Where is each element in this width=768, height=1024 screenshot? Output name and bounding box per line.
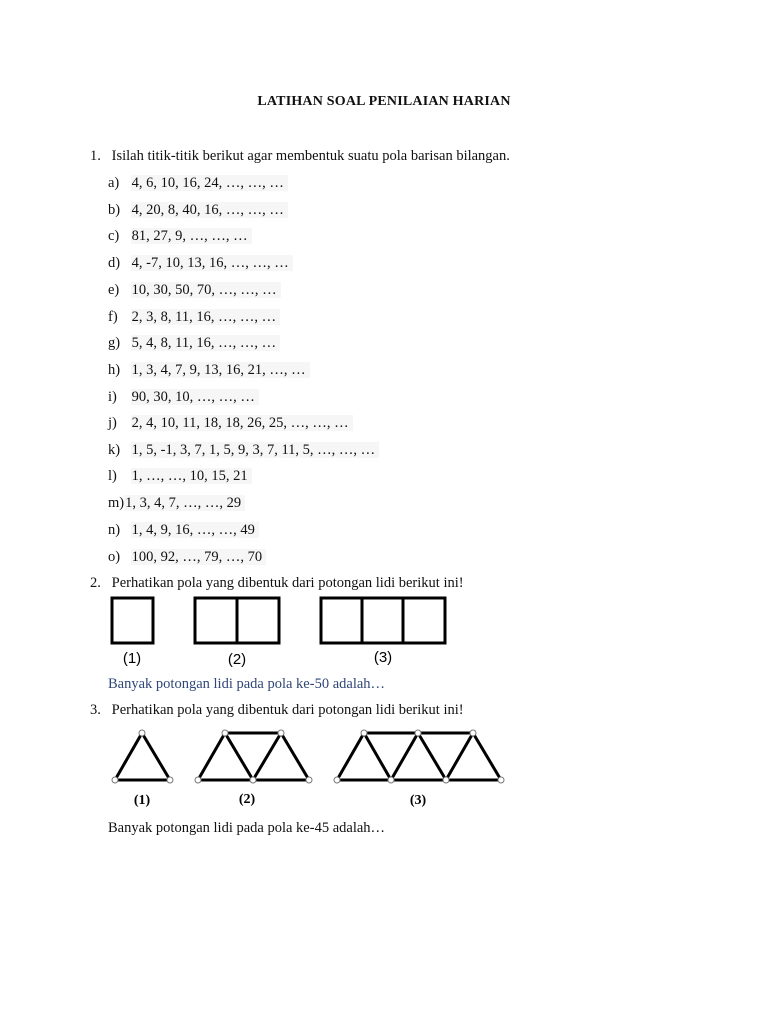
item-sequence: 90, 30, 10, …, …, … [131, 389, 259, 405]
item-sequence: 1, …, …, 10, 15, 21 [131, 468, 252, 484]
square-pattern-3 [321, 598, 445, 643]
item-sequence: 2, 4, 10, 11, 18, 18, 26, 25, …, …, … [131, 415, 353, 431]
item-label: l) [108, 468, 117, 484]
item-label: b) [108, 202, 121, 218]
list-item [108, 202, 288, 219]
square-pattern-1 [112, 598, 153, 643]
page-title: LATIHAN SOAL PENILAIAN HARIAN [257, 94, 511, 109]
question-1-number: 1. [90, 148, 101, 164]
item-label: i) [108, 389, 117, 405]
item-label: d) [108, 255, 121, 271]
item-sequence: 4, -7, 10, 13, 16, …, …, … [131, 255, 293, 271]
item-sequence: 1, 3, 4, 7, …, …, 29 [124, 495, 245, 511]
figure-caption: (1) [133, 793, 151, 808]
list-item [108, 549, 266, 566]
question-2-note: Banyak potongan lidi pada pola ke-50 adalah… [108, 676, 386, 692]
item-label: j) [108, 415, 117, 431]
question-3 [90, 702, 464, 719]
matchstick-triangles-figure [100, 722, 520, 814]
item-label: g) [108, 335, 121, 351]
question-2 [90, 575, 464, 592]
question-3-note: Banyak potongan lidi pada pola ke-45 adalah… [108, 820, 386, 836]
figure-caption: (3) [409, 793, 427, 808]
list-item [108, 415, 353, 432]
figure-caption: (2) [227, 651, 247, 668]
figure-caption: (3) [373, 649, 393, 666]
item-label: c) [108, 228, 120, 244]
item-label: h) [108, 362, 121, 378]
list-item [108, 175, 288, 192]
list-item [108, 282, 281, 299]
item-sequence: 2, 3, 8, 11, 16, …, …, … [131, 309, 280, 325]
list-item [108, 335, 280, 352]
triangle-pattern-3 [337, 733, 501, 780]
list-item [108, 362, 310, 379]
item-sequence: 10, 30, 50, 70, …, …, … [131, 282, 281, 298]
item-label: k) [108, 442, 121, 458]
list-item [108, 495, 245, 512]
question-2-text: Perhatikan pola yang dibentuk dari potongan lidi berikut ini! [111, 575, 464, 591]
figure-caption: (1) [122, 650, 142, 667]
item-label: o) [108, 549, 121, 565]
question-3-number: 3. [90, 702, 101, 718]
item-sequence: 1, 4, 9, 16, …, …, 49 [131, 522, 259, 538]
list-item [108, 228, 252, 245]
item-sequence: 4, 6, 10, 16, 24, …, …, … [131, 175, 288, 191]
item-sequence: 100, 92, …, 79, …, 70 [131, 549, 267, 565]
question-1-text: Isilah titik-titik berikut agar membentuk suatu pola barisan bilangan. [111, 148, 510, 164]
item-sequence: 1, 3, 4, 7, 9, 13, 16, 21, …, … [131, 362, 310, 378]
list-item [108, 389, 259, 406]
triangle-pattern-2 [198, 733, 309, 780]
list-item [108, 255, 293, 272]
item-sequence: 5, 4, 8, 11, 16, …, …, … [131, 335, 280, 351]
list-item [108, 468, 252, 485]
square-pattern-2 [195, 598, 279, 643]
item-sequence: 1, 5, -1, 3, 7, 1, 5, 9, 3, 7, 11, 5, …, …, … [131, 442, 380, 458]
matchstick-squares-figure [100, 592, 460, 672]
question-3-text: Perhatikan pola yang dibentuk dari potongan lidi berikut ini! [111, 702, 464, 718]
item-sequence: 81, 27, 9, …, …, … [131, 228, 252, 244]
figure-caption: (2) [238, 792, 256, 807]
item-sequence: 4, 20, 8, 40, 16, …, …, … [131, 202, 288, 218]
list-item [108, 309, 280, 326]
question-2-number: 2. [90, 575, 101, 591]
item-label: n) [108, 522, 121, 538]
list-item [108, 442, 379, 459]
item-label: e) [108, 282, 120, 298]
item-label: a) [108, 175, 120, 191]
list-item [108, 522, 259, 539]
item-label: f) [108, 309, 118, 325]
item-label: m) [108, 495, 125, 511]
question-1 [90, 148, 510, 165]
triangle-pattern-1 [115, 733, 170, 780]
